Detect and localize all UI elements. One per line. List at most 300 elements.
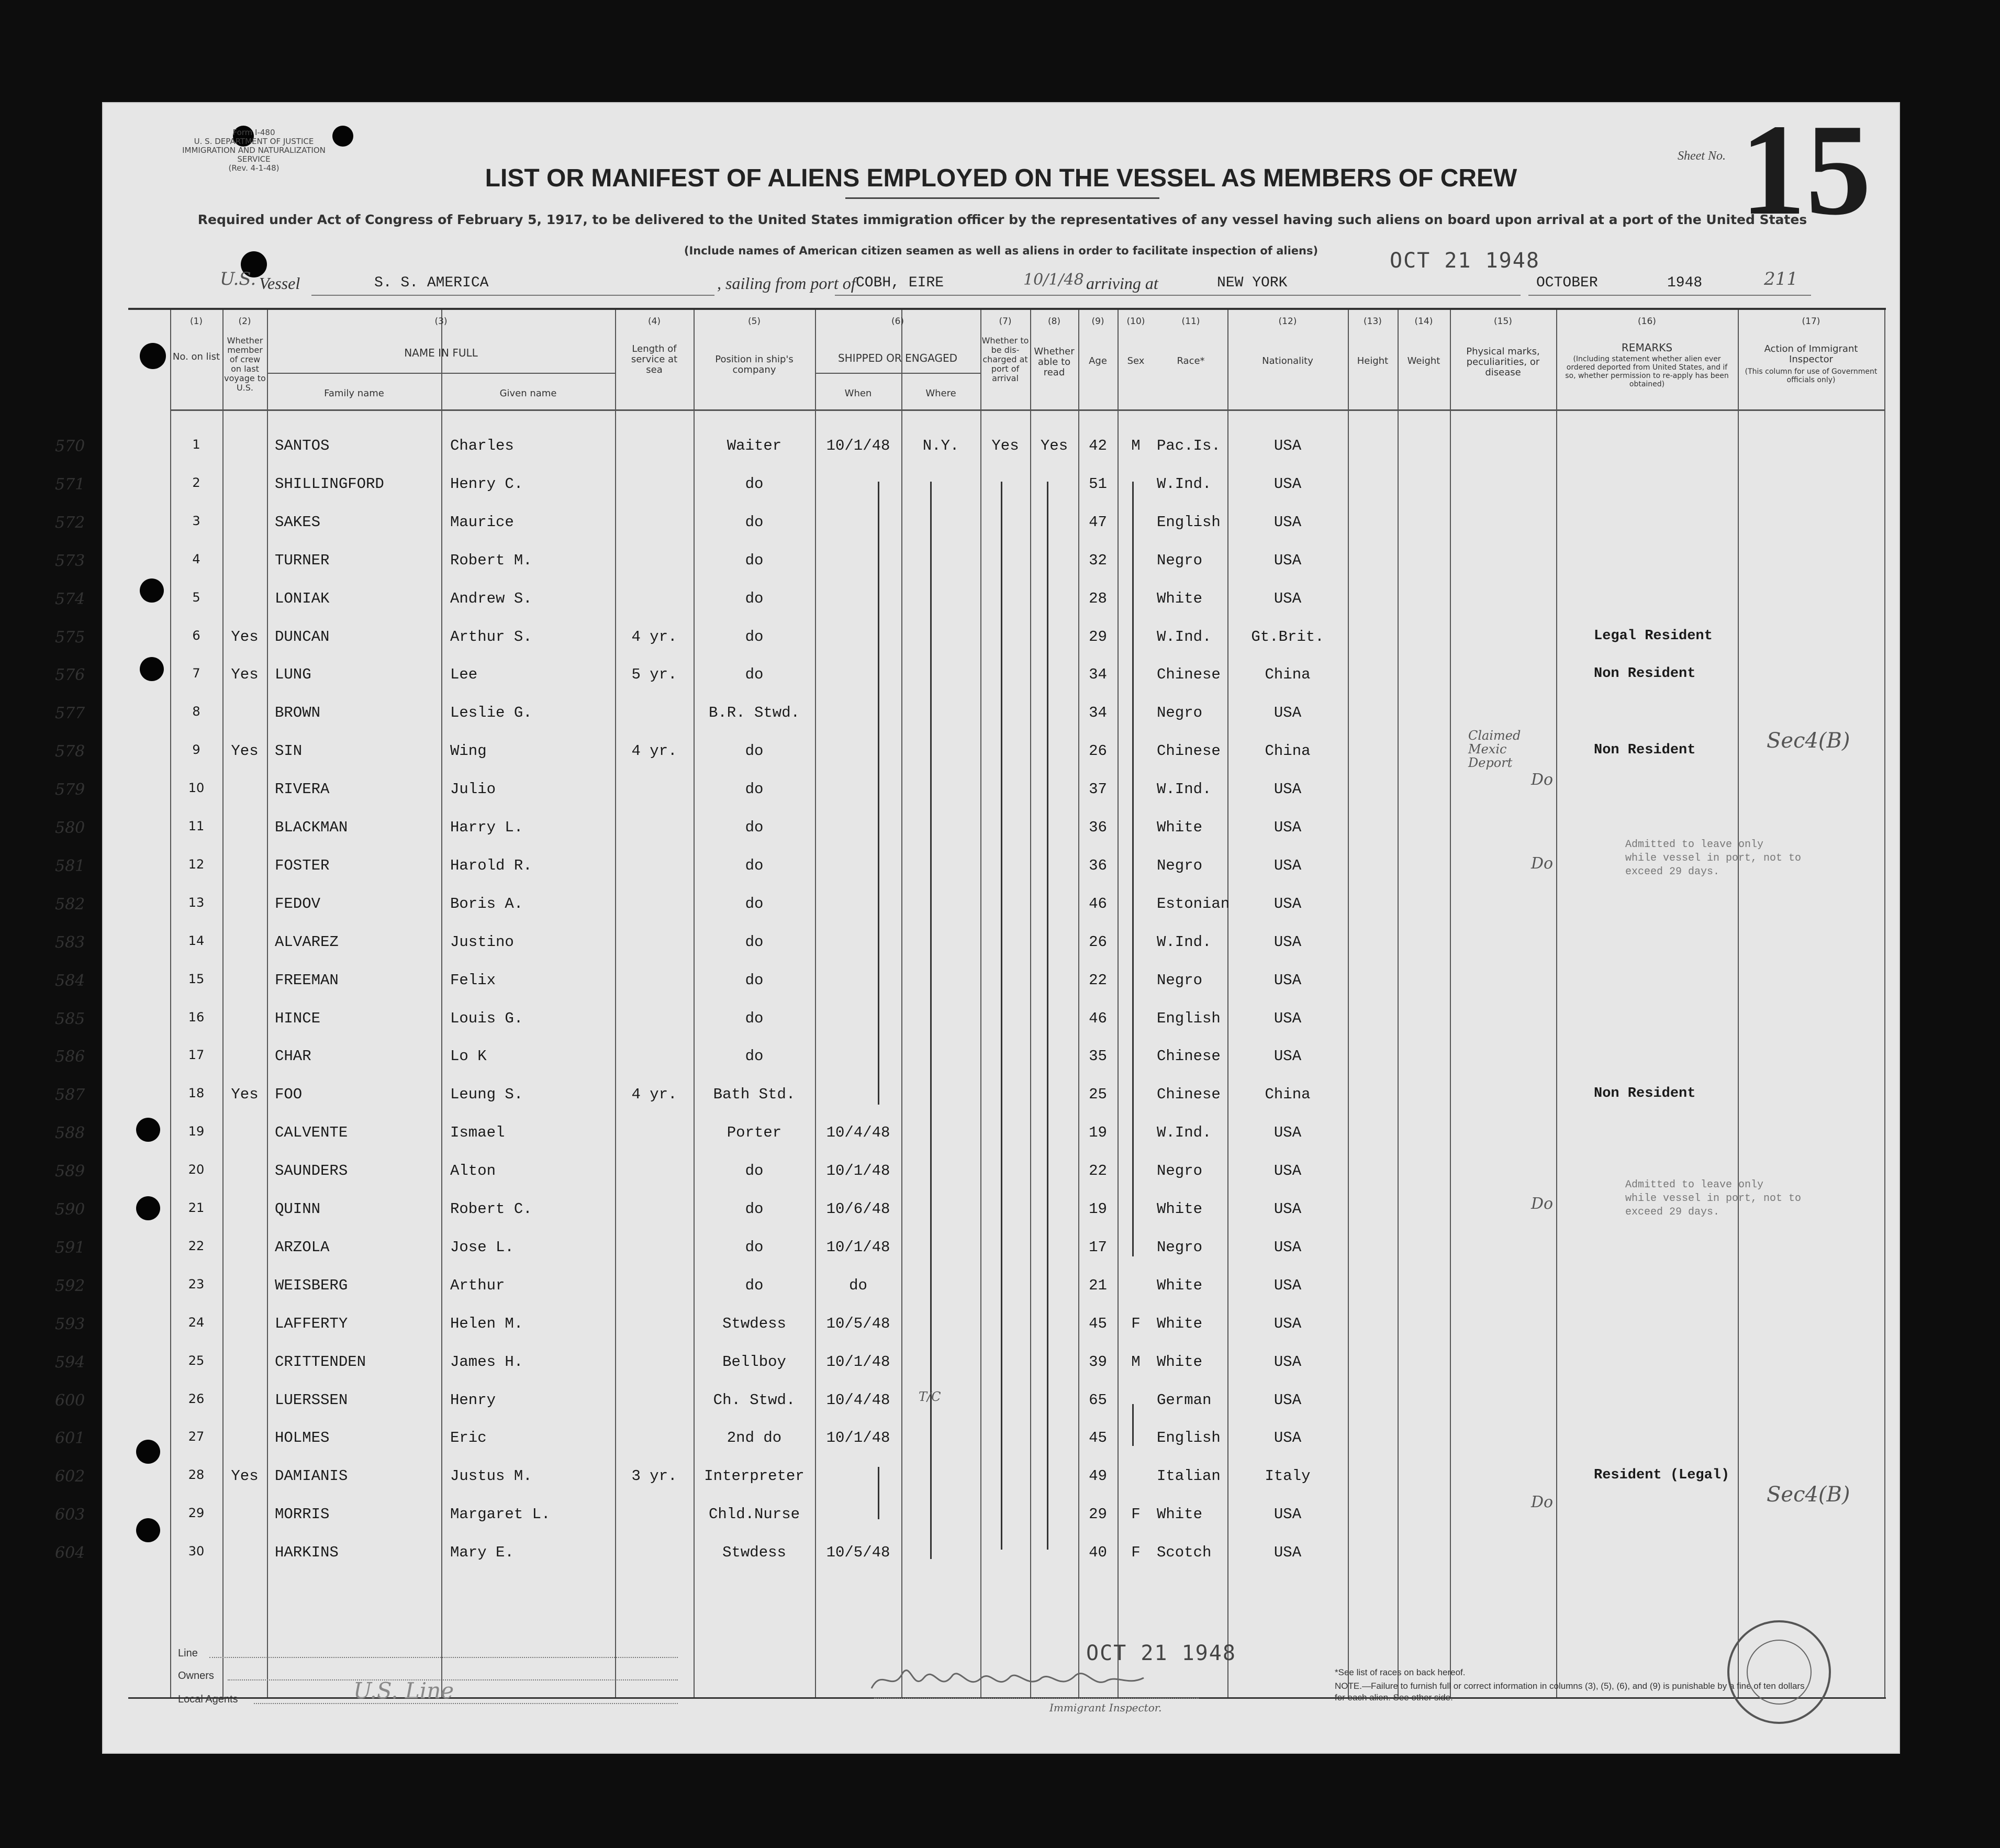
cell-no: 2	[192, 475, 200, 490]
margin-line-number: 586	[55, 1048, 85, 1066]
cell-nationality: USA	[1273, 1391, 1302, 1409]
arrival-year: 1948	[1667, 275, 1703, 291]
hdr-able-read: Whether able to read	[1034, 346, 1075, 378]
cell-family: LAFFERTY	[275, 1315, 348, 1332]
cell-nationality: USA	[1273, 1276, 1302, 1294]
ditto-line	[1132, 1404, 1134, 1446]
cell-position: Chld.Nurse	[708, 1506, 800, 1523]
cell-position: do	[745, 971, 764, 989]
cell-age: 28	[1089, 589, 1107, 607]
physical-handwritten-note: Claimed Mexic Deport	[1468, 728, 1521, 770]
name-subrule	[267, 373, 615, 374]
cell-family: ARZOLA	[275, 1238, 330, 1256]
shipped-subrule	[815, 373, 980, 374]
table-row	[55, 1544, 1886, 1575]
cell-family: WEISBERG	[275, 1276, 348, 1294]
inspector-signature	[861, 1662, 1196, 1699]
col-number: (8)	[1047, 316, 1061, 327]
cell-race: Negro	[1157, 1238, 1203, 1256]
cell-age: 65	[1089, 1391, 1107, 1409]
hdr-no-on-list: No. on list	[172, 351, 220, 362]
col-number: (6)	[891, 316, 904, 327]
cell-race: White	[1157, 589, 1203, 607]
table-row	[55, 666, 1886, 697]
cell-when: 10/1/48	[826, 1162, 890, 1180]
cell-remarks: Legal Resident	[1594, 628, 1713, 644]
margin-line-number: 587	[55, 1086, 85, 1105]
cell-given: Robert C.	[450, 1200, 532, 1218]
cell-given: Henry C.	[450, 475, 523, 493]
cell-given: Alton	[450, 1162, 496, 1180]
cell-family: LUERSSEN	[275, 1391, 348, 1409]
cell-position: do	[745, 895, 764, 912]
cell-service: 3 yr.	[631, 1467, 677, 1485]
col-number: (3)	[434, 316, 448, 327]
consular-seal	[1727, 1620, 1831, 1724]
cell-race: White	[1157, 819, 1203, 836]
cell-given: Ismael	[450, 1124, 505, 1142]
cell-race: Negro	[1157, 704, 1203, 722]
col-number: (5)	[747, 316, 761, 327]
cell-when: 10/4/48	[826, 1124, 890, 1142]
cell-age: 46	[1089, 895, 1107, 912]
cell-discharged: Yes	[991, 437, 1019, 454]
cell-given: Boris A.	[450, 895, 523, 912]
inspector-label: Immigrant Inspector.	[1049, 1701, 1162, 1714]
admitted-note-line-1: Admitted to leave only	[1625, 1179, 1764, 1191]
admitted-note-line-3: exceed 29 days.	[1625, 866, 1720, 878]
cell-where: N.Y.	[922, 437, 959, 454]
margin-line-number: 601	[55, 1429, 85, 1448]
cell-race: W.Ind.	[1157, 933, 1212, 951]
cell-race: English	[1157, 513, 1221, 531]
cell-age: 39	[1089, 1353, 1107, 1371]
table-row	[55, 933, 1886, 965]
table-row	[55, 781, 1886, 812]
cell-no: 6	[192, 628, 200, 643]
seal-inner-ring	[1747, 1640, 1812, 1705]
cell-position: do	[745, 475, 764, 493]
cell-no: 21	[188, 1200, 205, 1215]
table-row	[55, 1048, 1886, 1079]
arriving-label: arriving at	[1086, 274, 1158, 293]
cell-given: Leung S.	[450, 1086, 523, 1104]
hdr-member-last-voyage: Whether member of crew on last voyage to U.S.	[224, 336, 266, 393]
ditto-handwritten: Do	[1531, 1195, 1554, 1213]
cell-given: Charles	[450, 437, 514, 454]
col-number: (16)	[1638, 316, 1656, 327]
cell-age: 22	[1089, 1162, 1107, 1180]
hdr-sex: Sex	[1127, 355, 1145, 366]
cell-no: 4	[192, 551, 200, 566]
cell-position: Bath Std.	[713, 1086, 796, 1104]
cell-family: QUINN	[275, 1200, 321, 1218]
manifest-subtitle-note: (Include names of American citizen seamen as well as aliens in order to facilitate inspection of aliens)	[684, 244, 1319, 257]
sailing-date-handwritten: 10/1/48	[1023, 271, 1084, 289]
cell-no: 3	[192, 513, 200, 528]
cell-remarks: Non Resident	[1594, 1086, 1696, 1102]
margin-line-number: 576	[55, 666, 85, 685]
margin-line-number: 581	[55, 856, 85, 875]
ditto-handwritten: Do	[1531, 771, 1554, 789]
table-row	[55, 971, 1886, 1003]
col-number: (2)	[238, 316, 251, 327]
margin-line-number: 580	[55, 819, 85, 837]
hdr-name-in-full: NAME IN FULL	[404, 347, 478, 359]
table-row	[55, 551, 1886, 583]
margin-line-number: 588	[55, 1124, 85, 1143]
cell-no: 27	[188, 1429, 205, 1444]
cell-age: 46	[1089, 1009, 1107, 1027]
cell-no: 8	[192, 704, 200, 719]
cell-nationality: China	[1265, 742, 1311, 760]
cell-nationality: USA	[1273, 513, 1302, 531]
cell-family: ALVAREZ	[275, 933, 339, 951]
cell-age: 29	[1089, 628, 1107, 645]
cell-nationality: USA	[1273, 437, 1302, 454]
cell-age: 47	[1089, 513, 1107, 531]
margin-line-number: 582	[55, 895, 85, 914]
cell-family: SAUNDERS	[275, 1162, 348, 1180]
cell-nationality: USA	[1273, 1162, 1302, 1180]
cell-nationality: USA	[1273, 1238, 1302, 1256]
cell-nationality: China	[1265, 1086, 1311, 1104]
cell-given: Eric	[450, 1429, 487, 1447]
table-row	[55, 1506, 1886, 1537]
cell-race: W.Ind.	[1157, 781, 1212, 798]
cell-race: Estonian	[1157, 895, 1230, 912]
cell-age: 25	[1089, 1086, 1107, 1104]
table-row	[55, 1200, 1886, 1232]
col-number: (1)	[189, 316, 203, 327]
table-row	[55, 628, 1886, 660]
cell-given: Louis G.	[450, 1009, 523, 1027]
cell-age: 37	[1089, 781, 1107, 798]
cell-age: 22	[1089, 971, 1107, 989]
cell-sex: F	[1131, 1544, 1141, 1562]
cell-position: do	[745, 1276, 764, 1294]
punch-hole	[140, 657, 164, 681]
footer-note-label: NOTE.	[1335, 1681, 1362, 1691]
cell-age: 35	[1089, 1048, 1107, 1065]
table-row	[55, 895, 1886, 927]
hdr-action-inspector: Action of Immigrant Inspector	[1764, 343, 1858, 365]
title-rule	[845, 197, 1159, 199]
cell-race: German	[1157, 1391, 1212, 1409]
cell-family: DAMIANIS	[275, 1467, 348, 1485]
cell-no: 24	[188, 1315, 205, 1330]
admitted-note-line-2: while vessel in port, not to	[1625, 1193, 1802, 1205]
table-row	[55, 856, 1886, 888]
table-row	[55, 589, 1886, 621]
cell-family: BROWN	[275, 704, 321, 722]
margin-line-number: 584	[55, 971, 85, 990]
cell-position: do	[745, 589, 764, 607]
cell-race: English	[1157, 1009, 1221, 1027]
cell-family: FOSTER	[275, 856, 330, 874]
cell-no: 7	[192, 666, 200, 681]
footer-date-stamp: OCT 21 1948	[1086, 1641, 1236, 1665]
cell-family: SIN	[275, 742, 303, 760]
ditto-line	[878, 1467, 879, 1519]
table-row	[55, 1276, 1886, 1308]
cell-family: RIVERA	[275, 781, 330, 798]
cell-nationality: USA	[1273, 781, 1302, 798]
cell-sex: F	[1131, 1315, 1141, 1332]
arrival-month: OCTOBER	[1536, 275, 1598, 291]
col-number: (4)	[647, 316, 661, 327]
cell-nationality: USA	[1273, 1429, 1302, 1447]
cell-given: Jose L.	[450, 1238, 514, 1256]
margin-line-number: 594	[55, 1353, 85, 1372]
cell-age: 19	[1089, 1124, 1107, 1142]
table-row	[55, 819, 1886, 850]
cell-age: 36	[1089, 856, 1107, 874]
cell-race: White	[1157, 1506, 1203, 1523]
cell-no: 22	[188, 1238, 205, 1253]
cell-no: 16	[188, 1009, 205, 1025]
cell-when: do	[849, 1276, 867, 1294]
cell-service: 4 yr.	[631, 1086, 677, 1104]
cell-family: CALVENTE	[275, 1124, 348, 1142]
margin-line-number: 592	[55, 1276, 85, 1295]
col-number: (9)	[1091, 316, 1104, 327]
cell-read: Yes	[1040, 437, 1068, 454]
cell-nationality: USA	[1273, 551, 1302, 569]
margin-line-number: 590	[55, 1200, 85, 1219]
col-number: (7)	[999, 316, 1012, 327]
cell-no: 25	[188, 1353, 205, 1368]
form-revision: (Rev. 4-1-48)	[228, 163, 280, 173]
cell-nationality: USA	[1273, 933, 1302, 951]
port-to: NEW YORK	[1217, 275, 1288, 291]
cell-no: 1	[192, 437, 200, 452]
cell-nationality: USA	[1273, 1544, 1302, 1562]
table-row	[55, 1124, 1886, 1155]
page-number-handwritten: 211	[1764, 269, 1798, 290]
cell-given: Helen M.	[450, 1315, 523, 1332]
punch-hole	[136, 1118, 160, 1142]
table-row	[55, 1009, 1886, 1041]
cell-member: Yes	[231, 742, 259, 760]
admitted-note-line-2: while vessel in port, not to	[1625, 852, 1802, 864]
cell-when: 10/5/48	[826, 1544, 890, 1562]
cell-age: 49	[1089, 1467, 1107, 1485]
hdr-physical-marks: Physical marks, peculiarities, or disease	[1466, 346, 1540, 378]
date-underline	[1528, 295, 1811, 296]
col-number: (15)	[1494, 316, 1512, 327]
cell-family: SHILLINGFORD	[275, 475, 384, 493]
cell-race: White	[1157, 1276, 1203, 1294]
manifest-sheet	[55, 97, 1900, 1754]
admitted-note-line-1: Admitted to leave only	[1625, 839, 1764, 851]
cell-nationality: USA	[1273, 475, 1302, 493]
cell-given: Henry	[450, 1391, 496, 1409]
cell-race: Chinese	[1157, 1048, 1221, 1065]
margin-line-number: 600	[55, 1391, 85, 1410]
cell-position: do	[745, 856, 764, 874]
footer-agents-field	[254, 1703, 678, 1704]
cell-nationality: USA	[1273, 704, 1302, 722]
cell-age: 42	[1089, 437, 1107, 454]
cell-when: 10/5/48	[826, 1315, 890, 1332]
cell-member: Yes	[231, 1467, 259, 1485]
table-row	[55, 1162, 1886, 1194]
hdr-height: Height	[1357, 355, 1389, 366]
cell-age: 26	[1089, 933, 1107, 951]
margin-line-number: 571	[55, 475, 85, 494]
cell-position: do	[745, 1238, 764, 1256]
hdr-action-note: (This column for use of Government officials only)	[1745, 368, 1878, 384]
table-row	[55, 513, 1886, 545]
margin-line-number: 572	[55, 513, 85, 532]
cell-when: 10/4/48	[826, 1391, 890, 1409]
cell-nationality: USA	[1273, 1009, 1302, 1027]
col-number: (13)	[1364, 316, 1382, 327]
cell-remarks: Resident (Legal)	[1594, 1467, 1730, 1484]
cell-age: 17	[1089, 1238, 1107, 1256]
table-row	[55, 437, 1886, 469]
cell-nationality: USA	[1273, 971, 1302, 989]
cell-no: 18	[188, 1086, 205, 1101]
margin-line-number: 577	[55, 704, 85, 723]
col-number: (17)	[1802, 316, 1820, 327]
port-to-underline	[1170, 295, 1521, 296]
action-handwritten: Sec4(B)	[1767, 729, 1850, 753]
vessel-name: S. S. AMERICA	[374, 275, 489, 291]
cell-when: 10/1/48	[826, 1353, 890, 1371]
cell-no: 5	[192, 589, 200, 605]
cell-family: SAKES	[275, 513, 321, 531]
cell-position: Ch. Stwd.	[713, 1391, 796, 1409]
cell-position: do	[745, 1162, 764, 1180]
cell-race: White	[1157, 1200, 1203, 1218]
cell-when: 10/1/48	[826, 1429, 890, 1447]
cell-nationality: USA	[1273, 819, 1302, 836]
cell-given: Arthur	[450, 1276, 505, 1294]
cell-given: Mary E.	[450, 1544, 514, 1562]
crew-table	[55, 308, 1886, 1699]
cell-no: 14	[188, 933, 205, 948]
cell-age: 40	[1089, 1544, 1107, 1562]
cell-given: Justino	[450, 933, 514, 951]
cell-race: Negro	[1157, 856, 1203, 874]
cell-race: Negro	[1157, 1162, 1203, 1180]
table-row	[55, 475, 1886, 507]
margin-line-number: 603	[55, 1506, 85, 1524]
cell-no: 9	[192, 742, 200, 758]
cell-family: HOLMES	[275, 1429, 330, 1447]
cell-service: 4 yr.	[631, 628, 677, 645]
cell-given: Julio	[450, 781, 496, 798]
cell-family: FREEMAN	[275, 971, 339, 989]
cell-sex: M	[1131, 437, 1141, 454]
punch-hole	[140, 578, 164, 603]
cell-family: HARKINS	[275, 1544, 339, 1562]
cell-sex: F	[1131, 1506, 1141, 1523]
cell-position: do	[745, 819, 764, 836]
vessel-prefix-handwritten: U.S.	[220, 269, 256, 290]
margin-line-number: 575	[55, 628, 85, 647]
hdr-position: Position in ship's company	[715, 354, 794, 375]
cell-sex: M	[1131, 1353, 1141, 1371]
cell-given: Justus M.	[450, 1467, 532, 1485]
cell-age: 36	[1089, 819, 1107, 836]
ditto-line	[1047, 482, 1048, 1550]
cell-age: 21	[1089, 1276, 1107, 1294]
cell-nationality: USA	[1273, 1200, 1302, 1218]
col-number: (14)	[1414, 316, 1433, 327]
cell-position: Waiter	[727, 437, 782, 454]
cell-given: Maurice	[450, 513, 514, 531]
arrival-date-stamp: OCT 21 1948	[1390, 249, 1540, 273]
cell-no: 13	[188, 895, 205, 910]
cell-no: 19	[188, 1124, 205, 1139]
table-row	[55, 742, 1886, 774]
cell-age: 34	[1089, 704, 1107, 722]
footer-agents-label: Local Agents	[178, 1694, 238, 1705]
cell-race: English	[1157, 1429, 1221, 1447]
cell-given: Andrew S.	[450, 589, 532, 607]
cell-no: 30	[188, 1544, 205, 1559]
race-note: *See list of races on back hereof.	[1335, 1667, 1466, 1677]
cell-position: Stwdess	[722, 1544, 786, 1562]
cell-service: 4 yr.	[631, 742, 677, 760]
cell-given: Lee	[450, 666, 478, 684]
cell-race: White	[1157, 1353, 1203, 1371]
cell-age: 34	[1089, 666, 1107, 684]
sheet-label: Sheet No.	[1678, 149, 1726, 163]
cell-family: DUNCAN	[275, 628, 330, 645]
cell-given: Robert M.	[450, 551, 532, 569]
margin-line-number: 591	[55, 1238, 85, 1257]
cell-race: Chinese	[1157, 742, 1221, 760]
margin-line-number: 602	[55, 1467, 85, 1486]
margin-line-number: 573	[55, 551, 85, 570]
hdr-length-service: Length of service at sea	[631, 343, 678, 375]
hdr-family-name: Family name	[324, 388, 384, 399]
punch-hole	[136, 1196, 160, 1220]
hdr-race: Race*	[1177, 355, 1205, 366]
ditto-handwritten: Do	[1531, 854, 1554, 873]
cell-family: HINCE	[275, 1009, 321, 1027]
cell-nationality: China	[1265, 666, 1311, 684]
cell-member: Yes	[231, 1086, 259, 1104]
margin-line-number: 578	[55, 742, 85, 761]
cell-race: Italian	[1157, 1467, 1221, 1485]
cell-nationality: USA	[1273, 1315, 1302, 1332]
cell-member: Yes	[231, 666, 259, 684]
cell-position: Bellboy	[722, 1353, 786, 1371]
cell-position: Interpreter	[704, 1467, 805, 1485]
cell-age: 32	[1089, 551, 1107, 569]
sailing-label: , sailing from port of	[717, 274, 856, 293]
cell-position: do	[745, 781, 764, 798]
cell-no: 17	[188, 1048, 205, 1063]
cell-nationality: Italy	[1265, 1467, 1311, 1485]
margin-line-number: 589	[55, 1162, 85, 1181]
cell-family: LUNG	[275, 666, 311, 684]
cell-position: do	[745, 666, 764, 684]
cell-family: CHAR	[275, 1048, 311, 1065]
hdr-age: Age	[1089, 355, 1107, 366]
cell-position: do	[745, 742, 764, 760]
cell-position: do	[745, 1048, 764, 1065]
margin-line-number: 579	[55, 781, 85, 799]
table-row	[55, 1086, 1886, 1117]
margin-line-number: 593	[55, 1315, 85, 1333]
action-handwritten: Sec4(B)	[1767, 1483, 1850, 1507]
